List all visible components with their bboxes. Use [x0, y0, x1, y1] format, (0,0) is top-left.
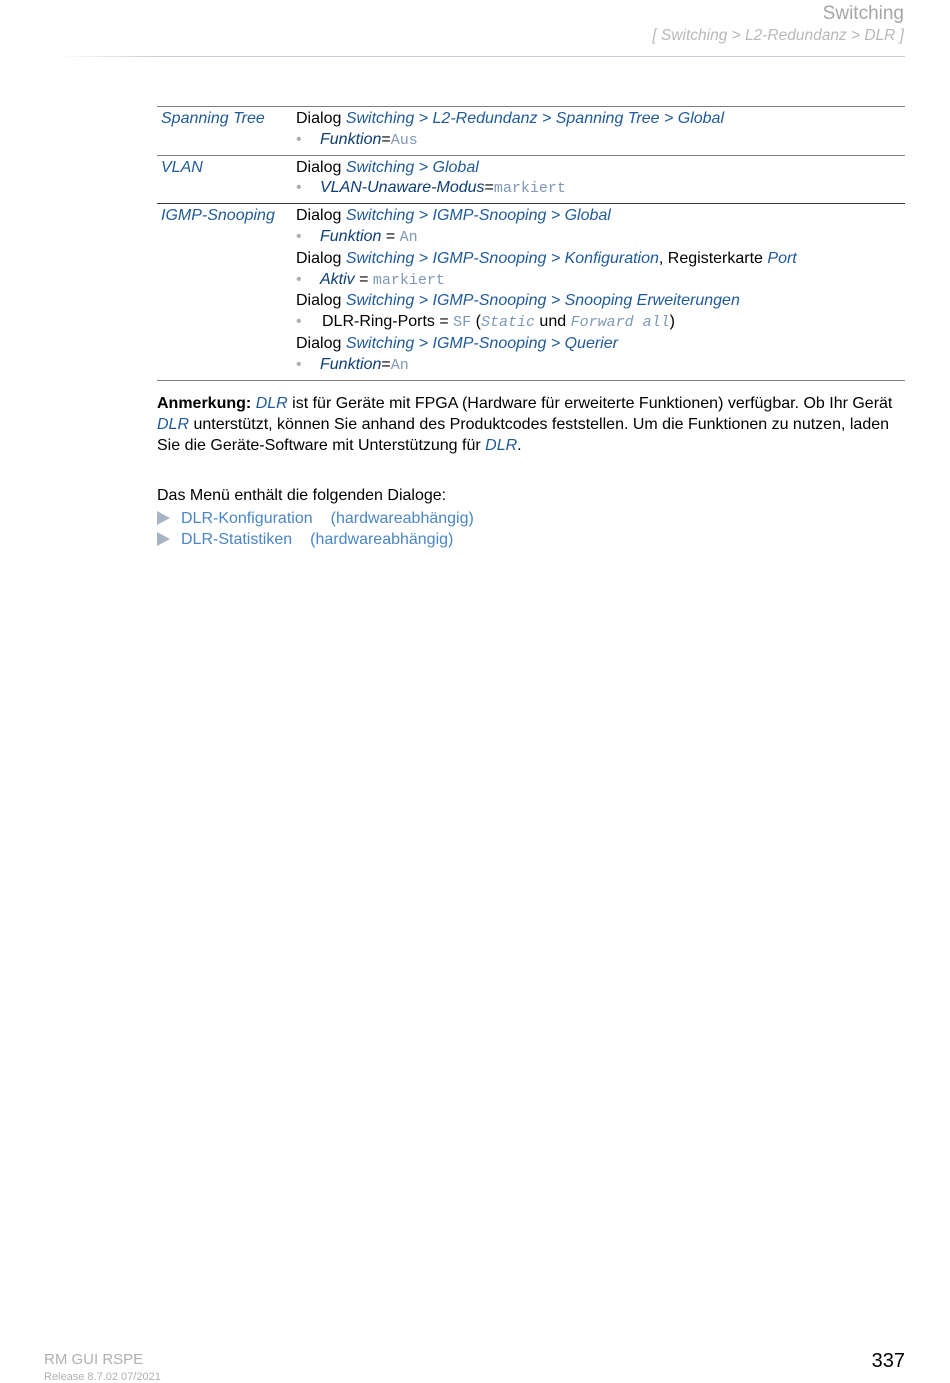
- dialog-path-line: Dialog Switching > IGMP-Snooping > Querier: [296, 334, 618, 352]
- dialog-path-line: Dialog Switching > IGMP-Snooping > Global: [296, 207, 611, 225]
- triangle-right-icon: [157, 532, 170, 546]
- list-item[interactable]: [157, 529, 474, 550]
- table-row: [157, 155, 905, 204]
- bullet-icon: •: [296, 270, 302, 288]
- setting-bullet: • Funktion = An: [296, 227, 418, 246]
- row-category: VLAN: [161, 158, 203, 176]
- note-label: Anmerkung:: [157, 395, 252, 412]
- triangle-right-icon: [157, 511, 170, 525]
- row-category: Spanning Tree: [161, 110, 265, 127]
- table-row: [157, 107, 905, 156]
- setting-bullet: • DLR-Ring-Ports = SF (Static und Forward all): [296, 313, 675, 332]
- bullet-icon: •: [296, 179, 302, 197]
- dialog-path-line: Dialog Switching > Global: [296, 158, 479, 176]
- dlr-link[interactable]: DLR: [157, 416, 190, 433]
- dlr-link[interactable]: DLR: [255, 395, 288, 412]
- settings-table: [157, 106, 905, 381]
- bullet-icon: •: [296, 227, 302, 245]
- setting-bullet: • Funktion=An: [296, 355, 409, 374]
- dialog-path-line: Dialog Switching > IGMP-Snooping > Konfiguration, Registerkarte Port: [296, 249, 797, 267]
- bullet-icon: •: [296, 313, 302, 331]
- table-row: [157, 204, 905, 380]
- list-item[interactable]: [157, 508, 474, 529]
- dlr-link[interactable]: DLR: [485, 437, 518, 454]
- page-header-title: Switching: [822, 3, 904, 24]
- menu-intro: Das Menü enthält die folgenden Dialoge:: [157, 487, 447, 504]
- page-header-breadcrumb: [ Switching > L2-Redundanz > DLR ]: [652, 27, 904, 44]
- row-content: [296, 155, 905, 204]
- note-paragraph: Anmerkung: DLR ist für Geräte mit FPGA (Hardware für erweiterte Funktionen) verfügbar. Ob Ihr Gerät DLR unterstützt, können Sie anhand des Produktcodes feststellen. Um die Funktionen zu nutzen, laden Sie die Geräte-Software mit Unterstützung für DLR.: [157, 395, 893, 454]
- dlr-konfiguration-link[interactable]: DLR-Konfiguration: [181, 510, 313, 527]
- dialog-path-line: Dialog Switching > L2-Redundanz > Spanning Tree > Global: [296, 110, 724, 127]
- hardware-note: (hardwareabhängig): [310, 531, 454, 548]
- row-content: [296, 107, 905, 156]
- setting-bullet: • VLAN-Unaware-Modus=markiert: [296, 179, 566, 198]
- dlr-statistiken-link[interactable]: DLR-Statistiken: [181, 531, 293, 548]
- row-content: [296, 204, 905, 380]
- setting-bullet: • Funktion=Aus: [296, 130, 418, 149]
- footer-release: Release 8.7.02 07/2021: [44, 1371, 161, 1383]
- dialog-path-line: Dialog Switching > IGMP-Snooping > Snooping Erweiterungen: [296, 292, 740, 310]
- setting-bullet: • Aktiv = markiert: [296, 270, 445, 289]
- hardware-note: (hardwareabhängig): [330, 510, 474, 527]
- footer-product: RM GUI RSPE: [44, 1351, 144, 1368]
- header-divider: [55, 56, 905, 57]
- row-category: IGMP-Snooping: [161, 207, 275, 225]
- page-number: 337: [871, 1350, 905, 1372]
- bullet-icon: •: [296, 130, 302, 148]
- bullet-icon: •: [296, 355, 302, 373]
- dialog-list: [157, 508, 474, 550]
